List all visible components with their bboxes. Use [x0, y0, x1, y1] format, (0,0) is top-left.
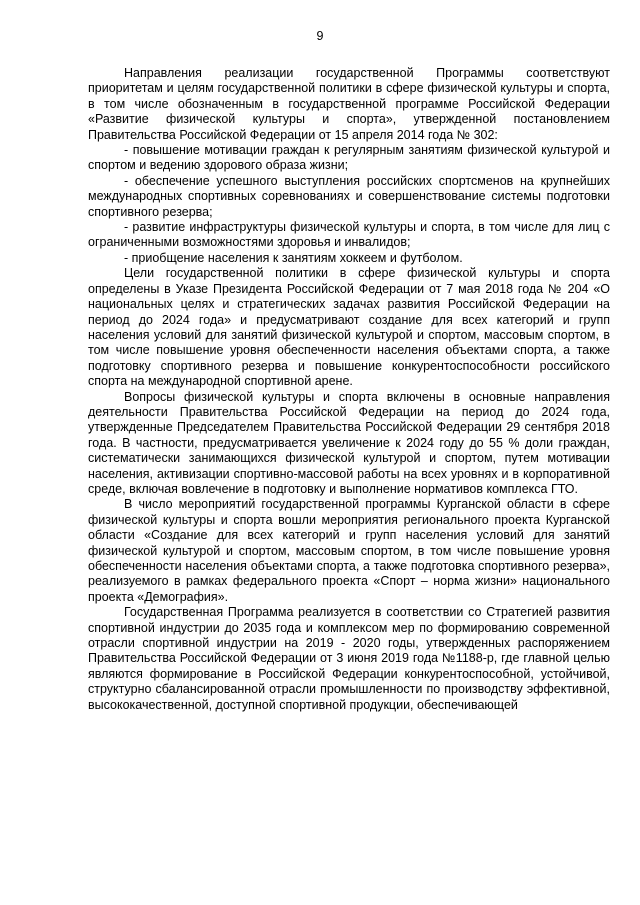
- paragraph-policy-goals: Цели государственной политики в сфере физической культуры и спорта определены в Указе Президента Российской Федерации от 7 мая 2018 года № 204 «О национальных целях и стратегических задачах развития Российской Федерации на период до 2024 года» и предусматривают создание для всех категорий и групп населения условий для занятий физической культурой и спортом, массовым спортом, в том числе повышение уровня обеспеченности населения объектами спорта, а также подготовку спортивного резерва и повышение конкурентоспособности российского спорта на международной спортивной арене.: [88, 266, 610, 389]
- paragraph-program-directions: Направления реализации государственной Программы соответствуют приоритетам и целям государственной политики в сфере физической культуры и спорта, в том числе обозначенным в государственной программе Российской Федерации «Развитие физической культуры и спорта», утвержденной постановлением Правительства Российской Федерации от 15 апреля 2014 года № 302:: [88, 66, 610, 142]
- list-item-motivation: - повышение мотивации граждан к регулярным занятиям физической культурой и спортом и ведению здорового образа жизни;: [88, 143, 610, 173]
- paragraph-government-directions: Вопросы физической культуры и спорта включены в основные направления деятельности Правительства Российской Федерации на период до 2024 года, утвержденные Председателем Правительства Российской Федерации 29 сентября 2018 года. В частности, предусматривается увеличение к 2024 году до 55 % доли граждан, систематически занимающихся физической культурой и спортом, путем мотивации населения, активизации спортивно-массовой работы на всех уровнях и в корпоративной среде, включая вовлечение в подготовку и выполнение нормативов комплекса ГТО.: [88, 389, 610, 496]
- list-item-infrastructure: - развитие инфраструктуры физической культуры и спорта, в том числе для лиц с ограниченными возможностями здоровья и инвалидов;: [88, 220, 610, 250]
- page-number: 9: [316, 29, 324, 43]
- paragraph-regional-project: В число мероприятий государственной программы Курганской области в сфере физической культуры и спорта вошли мероприятия регионального проекта Курганской области «Создание для всех категорий и групп населения условий для занятий физической культурой и спортом, массовым спортом, в том числе повышение уровня обеспеченности населения объектами спорта, а также подготовка спортивного резерва», реализуемого в рамках федерального проекта «Спорт – норма жизни» национального проекта «Демография».: [88, 497, 610, 604]
- list-item-athletes-performance: - обеспечение успешного выступления российских спортсменов на крупнейших международных спортивных соревнованиях и совершенствование системы подготовки спортивного резерва;: [88, 173, 610, 219]
- list-item-hockey-football: - приобщение населения к занятиям хоккеем и футболом.: [124, 250, 463, 265]
- body-text: [88, 66, 610, 713]
- paragraph-sports-industry-strategy: Государственная Программа реализуется в соответствии со Стратегией развития спортивной индустрии до 2035 года и комплексом мер по формированию современной отрасли спортивной индустрии на 2019 - 2020 годы, утвержденных распоряжением Правительства Российской Федерации от 3 июня 2019 года №1188-р, где главной целью являются формирование в Российской Федерации конкурентоспособной, устойчивой, структурно сбалансированной отрасли промышленности по производству эффективной, высококачественной, доступной спортивной продукции, обеспечивающей: [88, 605, 610, 712]
